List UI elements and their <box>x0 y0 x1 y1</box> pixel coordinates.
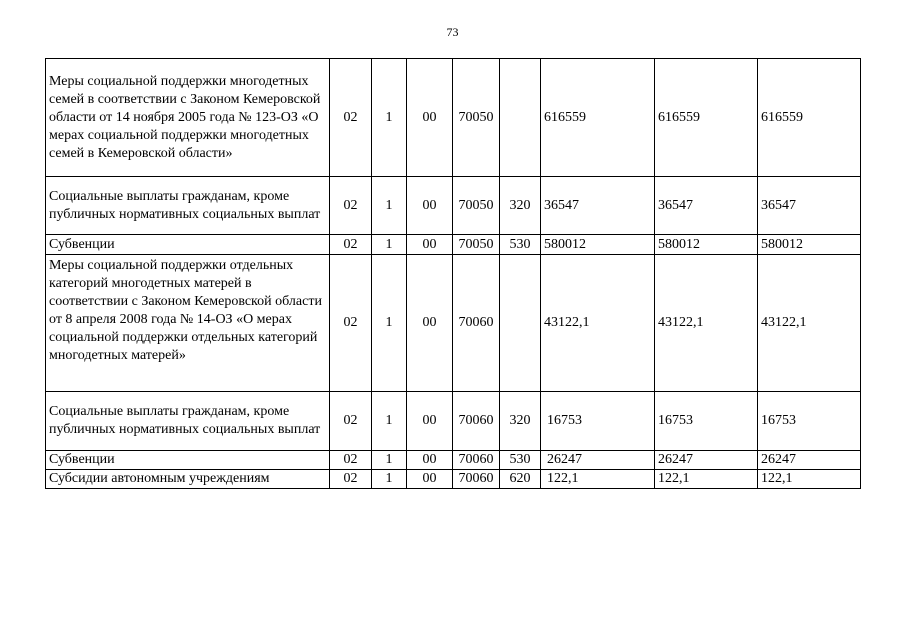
section-code: 02 <box>330 451 372 470</box>
subprogram-code: 00 <box>407 470 453 489</box>
section-code: 02 <box>330 235 372 255</box>
direction-code: 70060 <box>453 255 500 392</box>
row-name: Социальные выплаты гражданам, кроме публичных нормативных социальных выплат <box>46 177 330 235</box>
table-row <box>46 451 861 470</box>
amount-year-1: 43122,1 <box>541 255 655 392</box>
program-code: 1 <box>372 451 407 470</box>
direction-code: 70050 <box>453 59 500 177</box>
section-code: 02 <box>330 392 372 451</box>
row-name: Субсидии автономным учреждениям <box>46 470 330 489</box>
row-name: Меры социальной поддержки многодетных семей в соответствии с Законом Кемеровской области от 14 ноября 2005 года № 123-ОЗ «О мерах социальной поддержки многодетных семей в Кемеровской области» <box>46 59 330 177</box>
table-row <box>46 235 861 255</box>
section-code: 02 <box>330 59 372 177</box>
amount-year-1: 616559 <box>541 59 655 177</box>
subprogram-code: 00 <box>407 235 453 255</box>
program-code: 1 <box>372 470 407 489</box>
amount-year-1: 122,1 <box>541 470 655 489</box>
direction-code: 70060 <box>453 451 500 470</box>
expense-type-code <box>500 59 541 177</box>
subprogram-code: 00 <box>407 59 453 177</box>
amount-year-2: 616559 <box>655 59 758 177</box>
page-number: 73 <box>446 25 459 39</box>
amount-year-2: 43122,1 <box>655 255 758 392</box>
amount-year-1: 36547 <box>541 177 655 235</box>
amount-year-1: 26247 <box>541 451 655 470</box>
expense-type-code <box>500 255 541 392</box>
amount-year-2: 26247 <box>655 451 758 470</box>
amount-year-3: 36547 <box>758 177 861 235</box>
amount-year-2: 580012 <box>655 235 758 255</box>
program-code: 1 <box>372 235 407 255</box>
row-name: Субвенции <box>46 451 330 470</box>
amount-year-2: 16753 <box>655 392 758 451</box>
amount-year-3: 26247 <box>758 451 861 470</box>
amount-year-2: 122,1 <box>655 470 758 489</box>
amount-year-3: 122,1 <box>758 470 861 489</box>
amount-year-3: 580012 <box>758 235 861 255</box>
subprogram-code: 00 <box>407 177 453 235</box>
direction-code: 70050 <box>453 177 500 235</box>
expense-type-code: 320 <box>500 392 541 451</box>
budget-table <box>45 58 861 489</box>
section-code: 02 <box>330 470 372 489</box>
table-row <box>46 255 861 392</box>
subprogram-code: 00 <box>407 392 453 451</box>
amount-year-1: 16753 <box>541 392 655 451</box>
table-row <box>46 470 861 489</box>
amount-year-3: 43122,1 <box>758 255 861 392</box>
program-code: 1 <box>372 177 407 235</box>
direction-code: 70050 <box>453 235 500 255</box>
row-name: Меры социальной поддержки отдельных категорий многодетных матерей в соответствии с Законом Кемеровской области от 8 апреля 2008 года № 14-ОЗ «О мерах социальной поддержки отдельных категорий многодетных матерей» <box>46 255 330 392</box>
expense-type-code: 530 <box>500 451 541 470</box>
table-row <box>46 59 861 177</box>
program-code: 1 <box>372 255 407 392</box>
direction-code: 70060 <box>453 470 500 489</box>
amount-year-1: 580012 <box>541 235 655 255</box>
amount-year-3: 16753 <box>758 392 861 451</box>
expense-type-code: 320 <box>500 177 541 235</box>
expense-type-code: 620 <box>500 470 541 489</box>
row-name: Субвенции <box>46 235 330 255</box>
expense-type-code: 530 <box>500 235 541 255</box>
subprogram-code: 00 <box>407 451 453 470</box>
program-code: 1 <box>372 392 407 451</box>
section-code: 02 <box>330 255 372 392</box>
direction-code: 70060 <box>453 392 500 451</box>
row-name: Социальные выплаты гражданам, кроме публичных нормативных социальных выплат <box>46 392 330 451</box>
table-row <box>46 392 861 451</box>
table-row <box>46 177 861 235</box>
section-code: 02 <box>330 177 372 235</box>
amount-year-2: 36547 <box>655 177 758 235</box>
amount-year-3: 616559 <box>758 59 861 177</box>
program-code: 1 <box>372 59 407 177</box>
subprogram-code: 00 <box>407 255 453 392</box>
